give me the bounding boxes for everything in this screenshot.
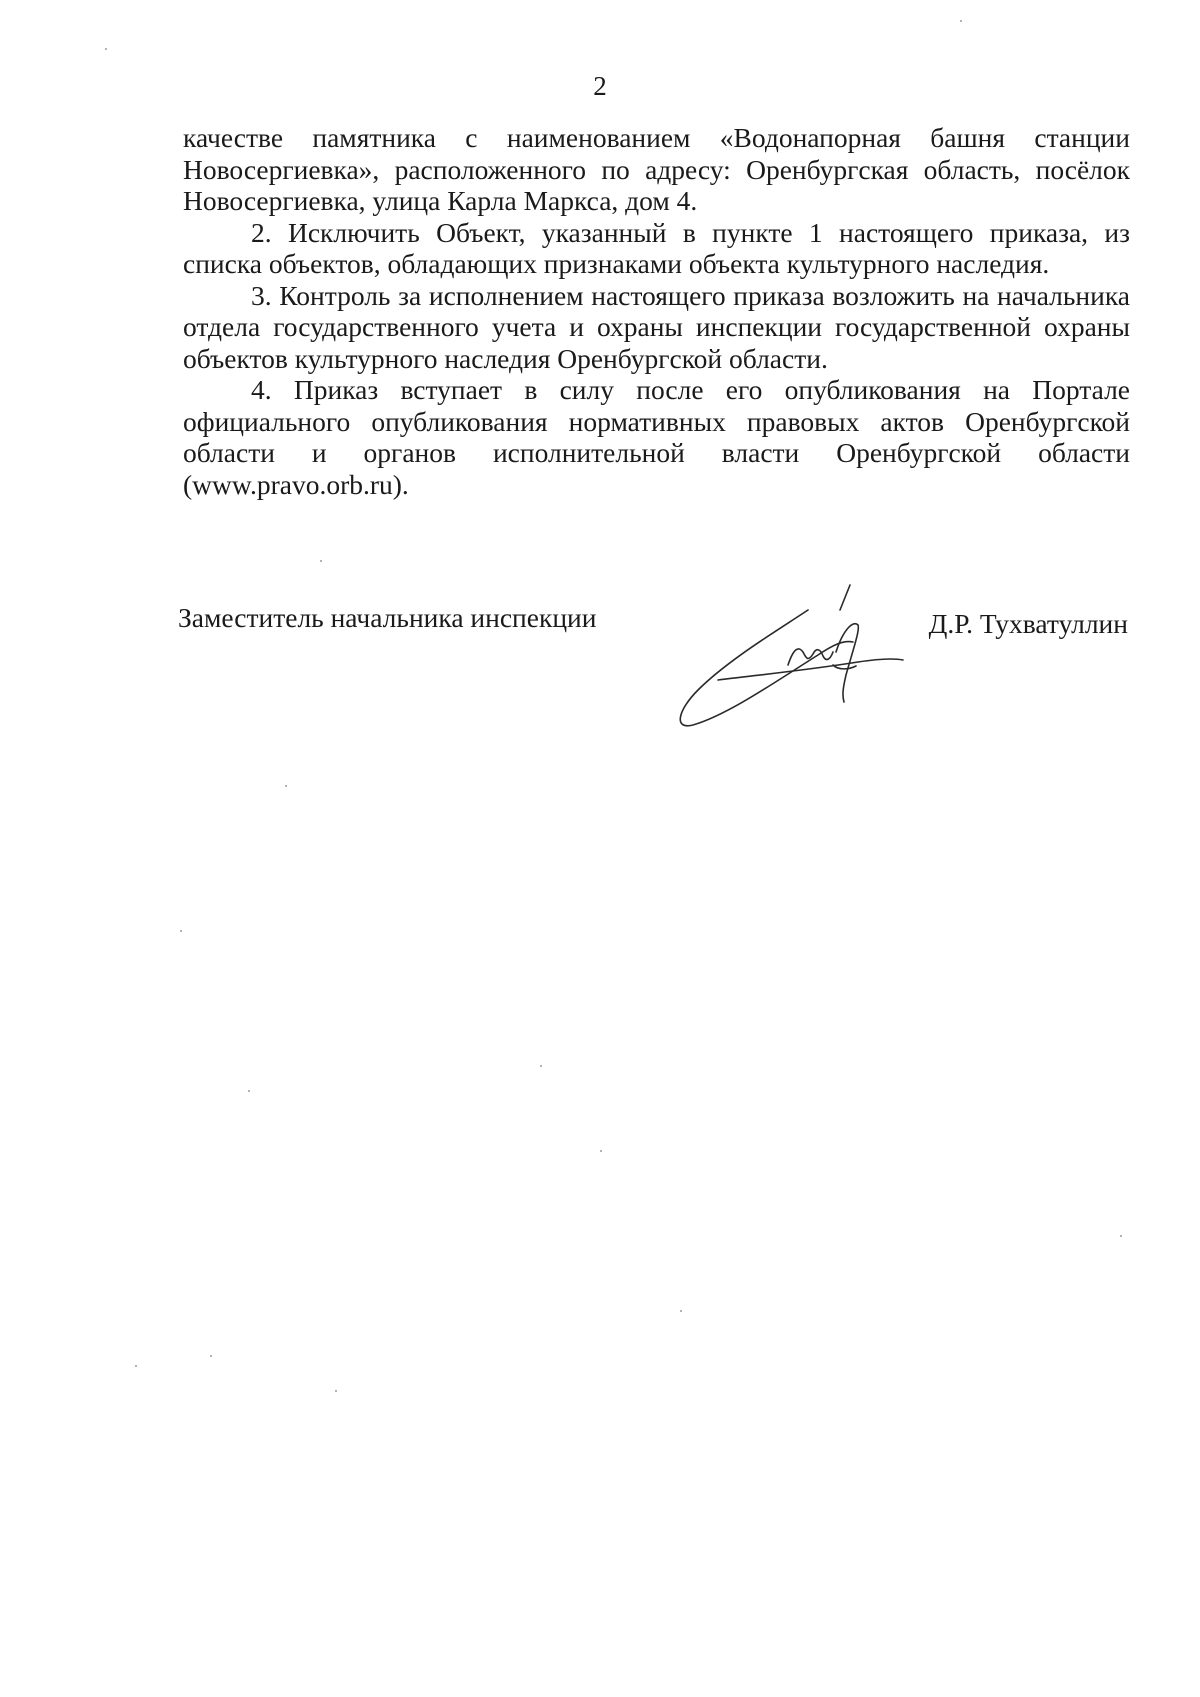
scan-speck [680,1310,682,1312]
paragraph-item-2: 2. Исключить Объект, указанный в пункте 1 настоящего приказа, из списка объектов, обладающих признаками объекта культурного наследия. [183,216,1130,279]
document-body [183,122,1130,500]
scan-speck [248,1090,250,1092]
scan-speck [540,1065,542,1067]
scan-speck [135,1365,137,1367]
scan-speck [1120,1235,1122,1237]
paragraph-item-4: 4. Приказ вступает в силу после его опубликования на Портале официального опубликования нормативных правовых актов Оренбургской области и органов исполнительной власти Оренбургской области (www.pravo.orb.ru). [183,374,1130,500]
handwritten-signature [658,570,928,730]
scan-speck [210,1355,212,1357]
scan-speck [105,48,107,50]
signatory-position: Заместитель начальника инспекции [178,602,597,633]
scan-speck [335,1390,337,1392]
paragraph-item-3: 3. Контроль за исполнением настоящего приказа возложить на начальника отдела государственного учета и охраны инспекции государственной охраны объектов культурного наследия Оренбургской области. [183,279,1130,374]
scan-speck [600,1150,602,1152]
signature-block [178,600,1128,740]
scan-speck [960,20,962,22]
scan-speck [285,785,287,787]
signatory-name: Д.Р. Тухватуллин [928,608,1128,639]
scan-speck [320,560,322,562]
page-number: 2 [593,71,607,101]
paragraph-continuation: качестве памятника с наименованием «Водонапорная башня станции Новосергиевка», расположенного по адресу: Оренбургская область, посёлок Новосергиевка, улица Карла Маркса, дом 4. [183,122,1130,216]
scan-speck [180,930,182,932]
